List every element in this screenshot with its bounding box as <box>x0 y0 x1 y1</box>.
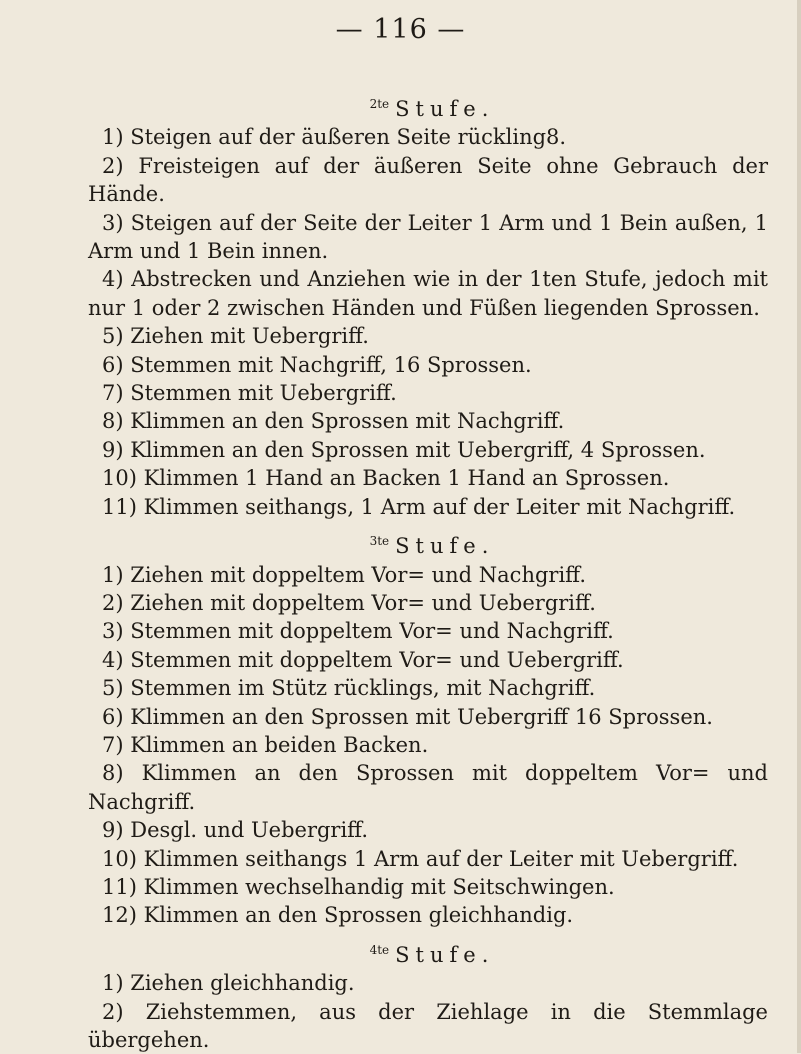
list-item: 12) Klimmen an den Sprossen gleichhandig. <box>102 903 574 928</box>
section-heading-label: Stufe. <box>395 97 495 121</box>
section-3 <box>88 527 768 930</box>
list-item: 7) Klimmen an beiden Backen. <box>102 732 429 757</box>
section-ordinal: 3te <box>369 534 390 549</box>
section-heading-label: Stufe. <box>395 942 495 967</box>
list-item: 1) Steigen auf der äußeren Seite rückling8. <box>102 125 567 150</box>
section-heading <box>88 527 768 560</box>
list-item: 11) Klimmen seithangs, 1 Arm auf der Leiter mit Nachgriff. <box>102 494 736 519</box>
list-item: 11) Klimmen wechselhandig mit Seitschwingen. <box>102 874 615 899</box>
list-item: 3) Stemmen mit doppeltem Vor= und Nachgriff. <box>102 619 614 644</box>
list-item: 10) Klimmen seithangs 1 Arm auf der Leiter mit Uebergriff. <box>102 846 739 871</box>
section-ordinal: 2te <box>369 97 390 111</box>
list-item: 2) Ziehen mit doppeltem Vor= und Uebergriff. <box>102 590 596 615</box>
section-heading <box>88 90 768 123</box>
list-item: 1) Ziehen mit doppeltem Vor= und Nachgriff. <box>102 562 587 587</box>
list-item: 6) Klimmen an den Sprossen mit Uebergriff 16 Sprossen. <box>102 704 713 729</box>
page-text <box>88 84 768 1054</box>
list-item: 3) Steigen auf der Seite der Leiter 1 Arm und 1 Bein außen, 1 Arm und 1 Bein innen. <box>88 210 768 264</box>
list-item: 7) Stemmen mit Uebergriff. <box>102 381 397 406</box>
section-heading <box>88 936 768 969</box>
list-item: 9) Klimmen an den Sprossen mit Uebergriff, 4 Sprossen. <box>102 437 706 462</box>
list-item: 6) Stemmen mit Nachgriff, 16 Sprossen. <box>102 352 532 377</box>
list-item: 4) Stemmen mit doppeltem Vor= und Uebergriff. <box>102 647 624 672</box>
list-item: 5) Stemmen im Stütz rücklings, mit Nachgriff. <box>102 676 596 701</box>
list-item: 2) Freisteigen auf der äußeren Seite ohne Gebrauch der Hände. <box>88 153 768 207</box>
page-number: — 116 — <box>335 14 466 45</box>
list-item: 5) Ziehen mit Uebergriff. <box>102 324 369 349</box>
section-heading-label: Stufe. <box>395 534 495 559</box>
section-2 <box>88 90 768 521</box>
list-item: 4) Abstrecken und Anziehen wie in der 1ten Stufe, jedoch mit nur 1 oder 2 zwischen Händen und Füßen liegenden Sprossen. <box>88 267 768 320</box>
list-item: 10) Klimmen 1 Hand an Backen 1 Hand an Sprossen. <box>102 466 670 491</box>
list-item: 9) Desgl. und Uebergriff. <box>102 818 369 843</box>
list-item: 2) Ziehstemmen, aus der Ziehlage in die Stemmlage übergehen. <box>88 999 768 1052</box>
section-ordinal: 4te <box>369 942 390 957</box>
page-edge <box>797 0 801 1053</box>
list-item: 8) Klimmen an den Sprossen mit Nachgriff. <box>102 409 565 434</box>
section-4 <box>88 936 768 1054</box>
list-item: 1) Ziehen gleichhandig. <box>102 971 355 996</box>
list-item: 8) Klimmen an den Sprossen mit doppeltem Vor= und Nachgriff. <box>88 761 768 814</box>
